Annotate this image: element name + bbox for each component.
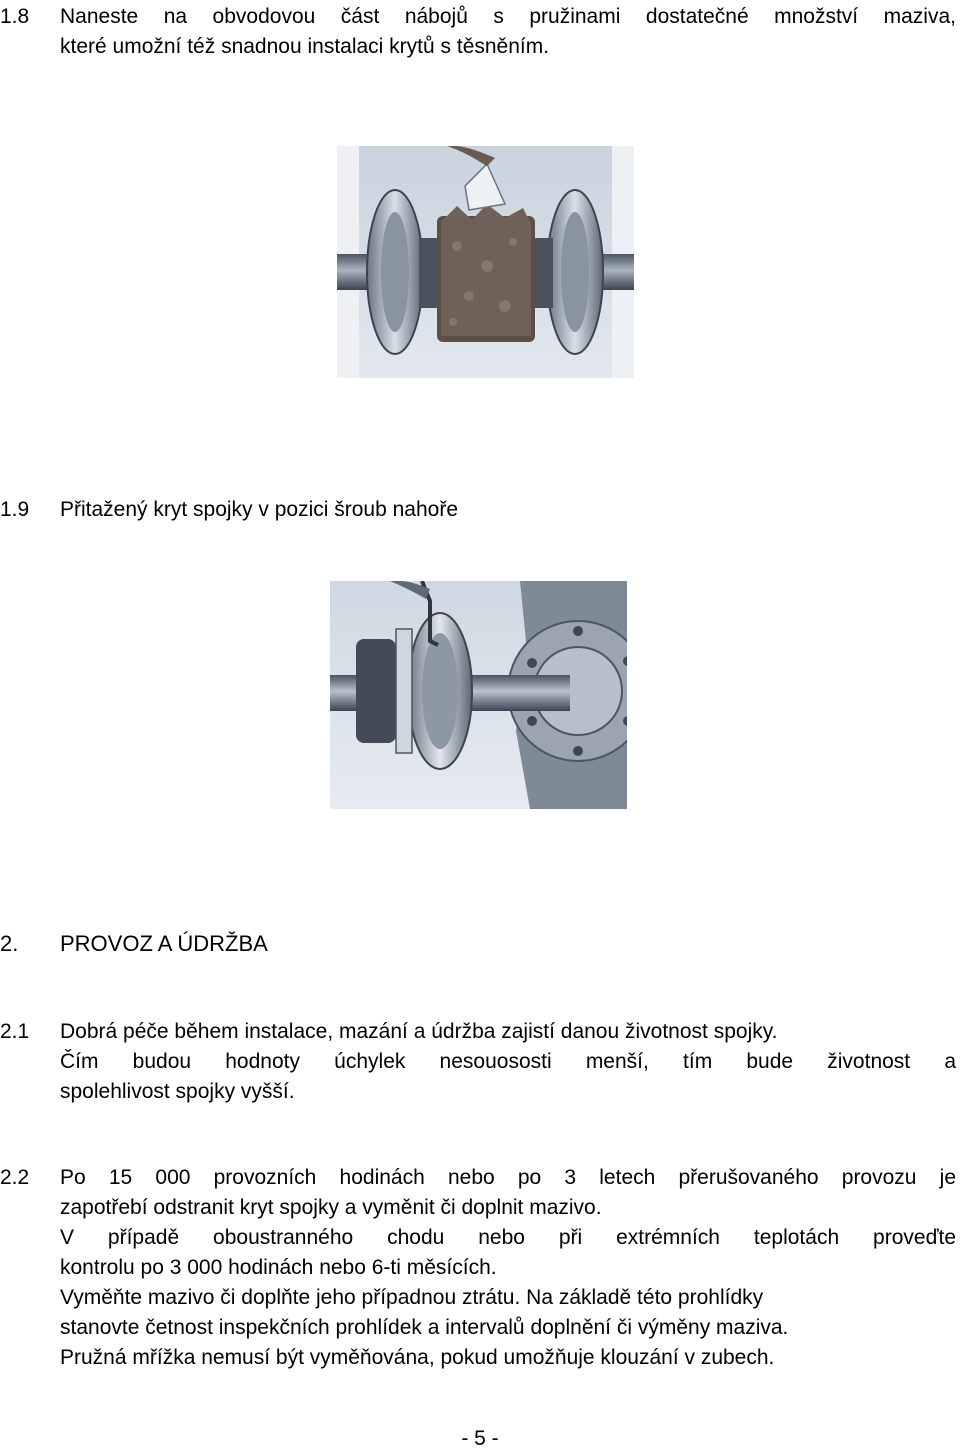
section-number: 2. bbox=[0, 931, 19, 956]
section-1-8-text bbox=[60, 2, 956, 62]
section-number: 1.9 bbox=[0, 498, 30, 521]
text-line: Dobrá péče během instalace, mazání a údržba zajistí danou životnost spojky. bbox=[60, 1020, 778, 1043]
text-line: spolehlivost spojky vyšší. bbox=[60, 1080, 295, 1103]
text-line: Čím budou hodnoty úchylek nesouososti menší, tím bude životnost a bbox=[60, 1050, 956, 1073]
page-number: - 5 - bbox=[461, 1427, 499, 1450]
text-line: stanovte četnost inspekčních prohlídek a intervalů doplnění či výměny maziva. bbox=[60, 1316, 789, 1339]
text-line: zapotřebí odstranit kryt spojky a vyměnit či doplnit mazivo. bbox=[60, 1196, 602, 1219]
section-2-2-text bbox=[60, 1163, 956, 1373]
section-2-1-text bbox=[60, 1017, 956, 1107]
section-number: 2.2 bbox=[0, 1166, 30, 1189]
text-line: které umožní též snadnou instalaci krytů s těsněním. bbox=[60, 35, 550, 58]
coupling-cover-photo bbox=[330, 581, 627, 809]
text-line: V případě oboustranného chodu nebo při extrémních teplotách proveďte bbox=[60, 1226, 956, 1249]
text-line: Pružná mřížka nemusí být vyměňována, pokud umožňuje klouzání v zubech. bbox=[60, 1346, 775, 1369]
section-heading: PROVOZ A ÚDRŽBA bbox=[60, 931, 268, 956]
text-line: Po 15 000 provozních hodinách nebo po 3 letech přerušovaného provozu je bbox=[60, 1166, 956, 1189]
text-line: kontrolu po 3 000 hodinách nebo 6-ti měsících. bbox=[60, 1256, 497, 1279]
section-number: 1.8 bbox=[0, 5, 30, 28]
section-number: 2.1 bbox=[0, 1020, 30, 1043]
text-line: Naneste na obvodovou část nábojů s pružinami dostatečné množství maziva, bbox=[60, 5, 956, 28]
text-line: Vyměňte mazivo či doplňte jeho případnou ztrátu. Na základě této prohlídky bbox=[60, 1286, 764, 1309]
coupling-greasing-photo bbox=[337, 146, 634, 378]
section-1-9-text: Přitažený kryt spojky v pozici šroub nahoře bbox=[60, 498, 459, 521]
